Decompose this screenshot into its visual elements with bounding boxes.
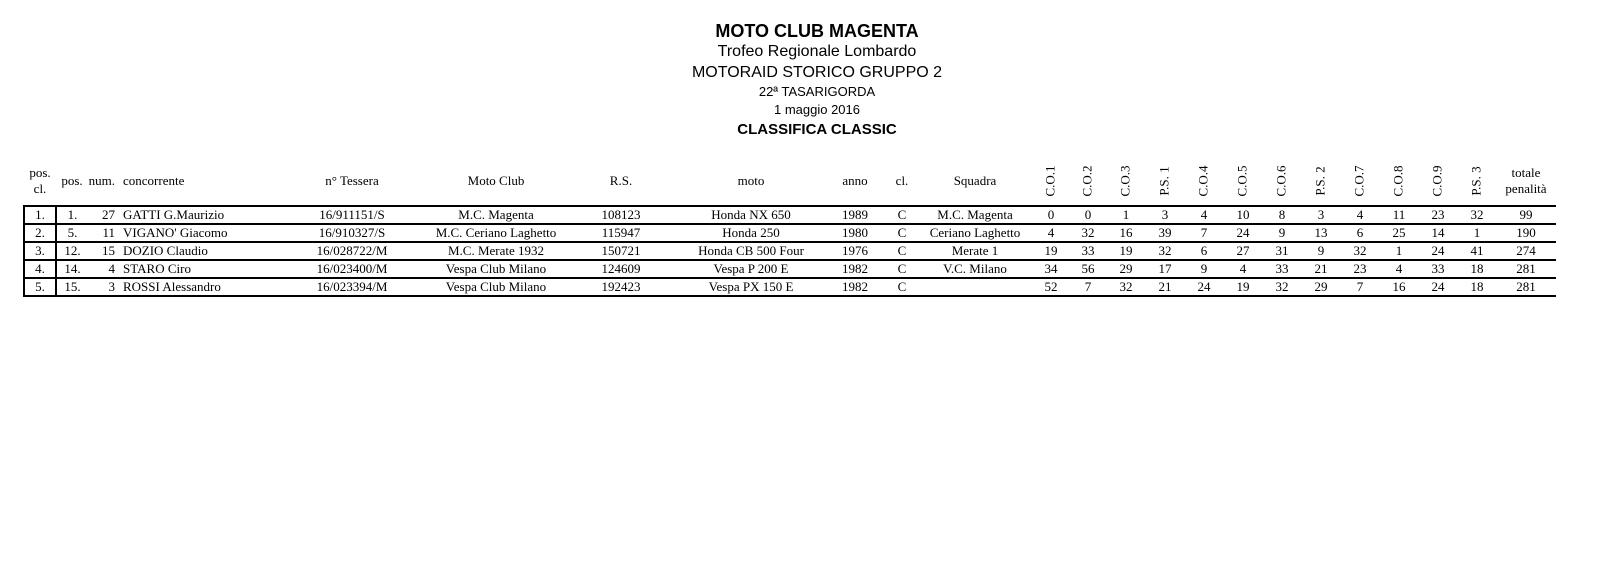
cell-penalty: 29 [1314, 279, 1328, 294]
cell-cl: C [897, 279, 907, 294]
cell-num: 27 [102, 207, 115, 222]
cell-penalty: 8 [1278, 207, 1286, 222]
cell-penalty: 32 [1158, 243, 1172, 258]
cell-cl: C [897, 261, 907, 276]
cell-rs: 108123 [601, 207, 641, 222]
cell-penalty: 9 [1278, 225, 1286, 240]
cell-cl: C [897, 243, 907, 258]
cell-penalty: 31 [1275, 243, 1289, 258]
cell-cl: C [897, 225, 907, 240]
cell-penalty: 7 [1084, 279, 1092, 294]
cell-totale: 281 [1516, 279, 1536, 294]
cell-num: 11 [102, 225, 115, 240]
cell-penalty: 4 [1200, 207, 1208, 222]
cell-pos: 14. [64, 261, 81, 276]
cell-moto-club: Vespa Club Milano [445, 261, 547, 276]
cell-penalty: 29 [1119, 261, 1133, 276]
cell-squadra: Merate 1 [951, 243, 999, 258]
cell-num: 15 [102, 243, 115, 258]
cell-moto: Vespa P 200 E [713, 261, 789, 276]
table-header-row [24, 157, 1556, 206]
cell-tessera: 16/023394/M [316, 279, 388, 294]
header-check-3: C.O.3 [1118, 165, 1133, 197]
cell-penalty: 7 [1356, 279, 1364, 294]
cell-penalty: 10 [1236, 207, 1250, 222]
header-anno: anno [842, 173, 868, 188]
cell-penalty: 16 [1392, 279, 1406, 294]
header-check-5: C.O.4 [1196, 165, 1211, 197]
cell-penalty: 18 [1470, 261, 1484, 276]
cell-totale: 281 [1516, 261, 1536, 276]
cell-moto: Honda 250 [722, 225, 780, 240]
cell-penalty: 3 [1161, 207, 1169, 222]
cell-rs: 192423 [601, 279, 641, 294]
cell-penalty: 4 [1047, 225, 1055, 240]
cell-penalty: 7 [1200, 225, 1208, 240]
document-header [0, 20, 1600, 141]
cell-penalty: 4 [1356, 207, 1364, 222]
cell-penalty: 18 [1470, 279, 1484, 294]
cell-penalty: 13 [1314, 225, 1328, 240]
cell-num: 3 [108, 279, 115, 294]
cell-anno: 1980 [842, 225, 868, 240]
cell-squadra: M.C. Magenta [937, 207, 1013, 222]
classification-title: CLASSIFICA CLASSIC [737, 121, 897, 138]
cell-penalty: 1 [1395, 243, 1403, 258]
cell-pos: 15. [64, 279, 81, 294]
cell-concorrente: GATTI G.Maurizio [123, 207, 225, 222]
cell-moto: Honda CB 500 Four [698, 243, 804, 258]
cell-penalty: 11 [1392, 207, 1406, 222]
cell-pos: 1. [67, 207, 78, 222]
cell-penalty: 6 [1356, 225, 1364, 240]
cell-penalty: 41 [1470, 243, 1484, 258]
cell-penalty: 19 [1044, 243, 1058, 258]
header-tessera: n° Tessera [325, 173, 379, 188]
cell-penalty: 24 [1431, 243, 1445, 258]
cell-rs: 124609 [601, 261, 641, 276]
cell-tessera: 16/023400/M [316, 261, 388, 276]
cell-penalty: 14 [1431, 225, 1445, 240]
cell-penalty: 23 [1353, 261, 1367, 276]
cell-penalty: 0 [1084, 207, 1092, 222]
cell-penalty: 32 [1353, 243, 1367, 258]
header-check-12: P.S. 3 [1469, 166, 1484, 196]
cell-tessera: 16/910327/S [318, 225, 386, 240]
cell-totale: 274 [1516, 243, 1536, 258]
results-table [23, 157, 1556, 297]
cell-penalty: 33 [1081, 243, 1095, 258]
header-num: num. [88, 173, 115, 188]
cell-pos-cl: 3. [24, 242, 56, 260]
cell-moto-club: M.C. Ceriano Laghetto [435, 225, 557, 240]
header-check-8: P.S. 2 [1313, 166, 1328, 196]
cell-penalty: 19 [1119, 243, 1133, 258]
cell-pos: 5. [67, 225, 78, 240]
cell-pos-cl: 1. [24, 206, 56, 224]
cell-penalty: 9 [1317, 243, 1325, 258]
table-row [24, 260, 1556, 278]
cell-penalty: 9 [1200, 261, 1208, 276]
cell-pos-cl: 5. [24, 278, 56, 296]
cell-penalty: 6 [1200, 243, 1208, 258]
event-title: 22ª TASARIGORDA [758, 84, 876, 99]
header-check-6: C.O.5 [1235, 165, 1250, 197]
cell-concorrente: DOZIO Claudio [123, 243, 208, 258]
cell-anno: 1982 [842, 279, 868, 294]
header-check-9: C.O.7 [1352, 165, 1367, 197]
cell-penalty: 21 [1158, 279, 1172, 294]
cell-totale: 190 [1516, 225, 1536, 240]
header-cl: cl. [895, 173, 909, 188]
cell-squadra [918, 278, 1032, 296]
cell-concorrente: STARO Ciro [123, 261, 191, 276]
cell-pos-cl: 4. [24, 260, 56, 278]
header-rs: R.S. [609, 173, 633, 188]
cell-penalty: 33 [1431, 261, 1445, 276]
header-pos-cl: pos. cl. [29, 165, 51, 196]
header-check-1: C.O.1 [1043, 165, 1058, 197]
cell-totale: 99 [1519, 207, 1533, 222]
header-concorrente: concorrente [123, 173, 185, 188]
cell-squadra: V.C. Milano [943, 261, 1007, 276]
header-check-10: C.O.8 [1391, 165, 1406, 197]
cell-penalty: 16 [1119, 225, 1133, 240]
header-check-7: C.O.6 [1274, 165, 1289, 197]
cell-penalty: 0 [1047, 207, 1055, 222]
cell-pos: 12. [64, 243, 81, 258]
header-check-2: C.O.2 [1080, 165, 1095, 197]
cell-penalty: 24 [1431, 279, 1445, 294]
cell-penalty: 25 [1392, 225, 1406, 240]
cell-penalty: 19 [1236, 279, 1250, 294]
cell-penalty: 23 [1431, 207, 1445, 222]
cell-penalty: 24 [1236, 225, 1250, 240]
header-squadra: Squadra [953, 173, 997, 188]
cell-moto-club: M.C. Magenta [458, 207, 534, 222]
cell-moto: Honda NX 650 [711, 207, 791, 222]
cell-moto: Vespa PX 150 E [708, 279, 794, 294]
cell-penalty: 32 [1470, 207, 1484, 222]
cell-penalty: 1 [1122, 207, 1130, 222]
cell-penalty: 17 [1158, 261, 1172, 276]
cell-penalty: 56 [1081, 261, 1095, 276]
trophy-title: Trofeo Regionale Lombardo [717, 43, 917, 60]
cell-concorrente: ROSSI Alessandro [123, 279, 221, 294]
table-row [24, 206, 1556, 224]
table-row [24, 242, 1556, 260]
group-title: MOTORAID STORICO GRUPPO 2 [691, 64, 943, 81]
cell-rs: 150721 [601, 243, 641, 258]
club-title: MOTO CLUB MAGENTA [715, 21, 919, 41]
header-check-4: P.S. 1 [1157, 166, 1172, 196]
cell-tessera: 16/911151/S [319, 207, 385, 222]
table-row [24, 278, 1556, 296]
header-check-11: C.O.9 [1430, 165, 1445, 197]
cell-anno: 1989 [842, 207, 868, 222]
cell-penalty: 39 [1158, 225, 1172, 240]
cell-cl: C [897, 207, 907, 222]
cell-pos-cl: 2. [24, 224, 56, 242]
table-row [24, 224, 1556, 242]
cell-penalty: 34 [1044, 261, 1058, 276]
event-date: 1 maggio 2016 [773, 102, 860, 117]
cell-penalty: 32 [1275, 279, 1289, 294]
cell-num: 4 [108, 261, 115, 276]
cell-penalty: 24 [1197, 279, 1211, 294]
cell-penalty: 1 [1473, 225, 1481, 240]
cell-penalty: 52 [1044, 279, 1058, 294]
header-totale: totale penalità [1505, 165, 1547, 196]
header-moto-club: Moto Club [467, 173, 525, 188]
cell-concorrente: VIGANO' Giacomo [123, 225, 228, 240]
cell-penalty: 4 [1239, 261, 1247, 276]
cell-rs: 115947 [601, 225, 641, 240]
cell-penalty: 4 [1395, 261, 1403, 276]
cell-penalty: 32 [1119, 279, 1133, 294]
cell-anno: 1982 [842, 261, 868, 276]
cell-penalty: 21 [1314, 261, 1328, 276]
cell-penalty: 32 [1081, 225, 1095, 240]
cell-penalty: 33 [1275, 261, 1289, 276]
cell-tessera: 16/028722/M [316, 243, 388, 258]
cell-penalty: 27 [1236, 243, 1250, 258]
header-pos: pos. [61, 173, 83, 188]
cell-moto-club: Vespa Club Milano [445, 279, 547, 294]
header-moto: moto [737, 173, 765, 188]
cell-squadra: Ceriano Laghetto [929, 225, 1021, 240]
cell-moto-club: M.C. Merate 1932 [447, 243, 545, 258]
cell-penalty: 3 [1317, 207, 1325, 222]
cell-anno: 1976 [842, 243, 868, 258]
